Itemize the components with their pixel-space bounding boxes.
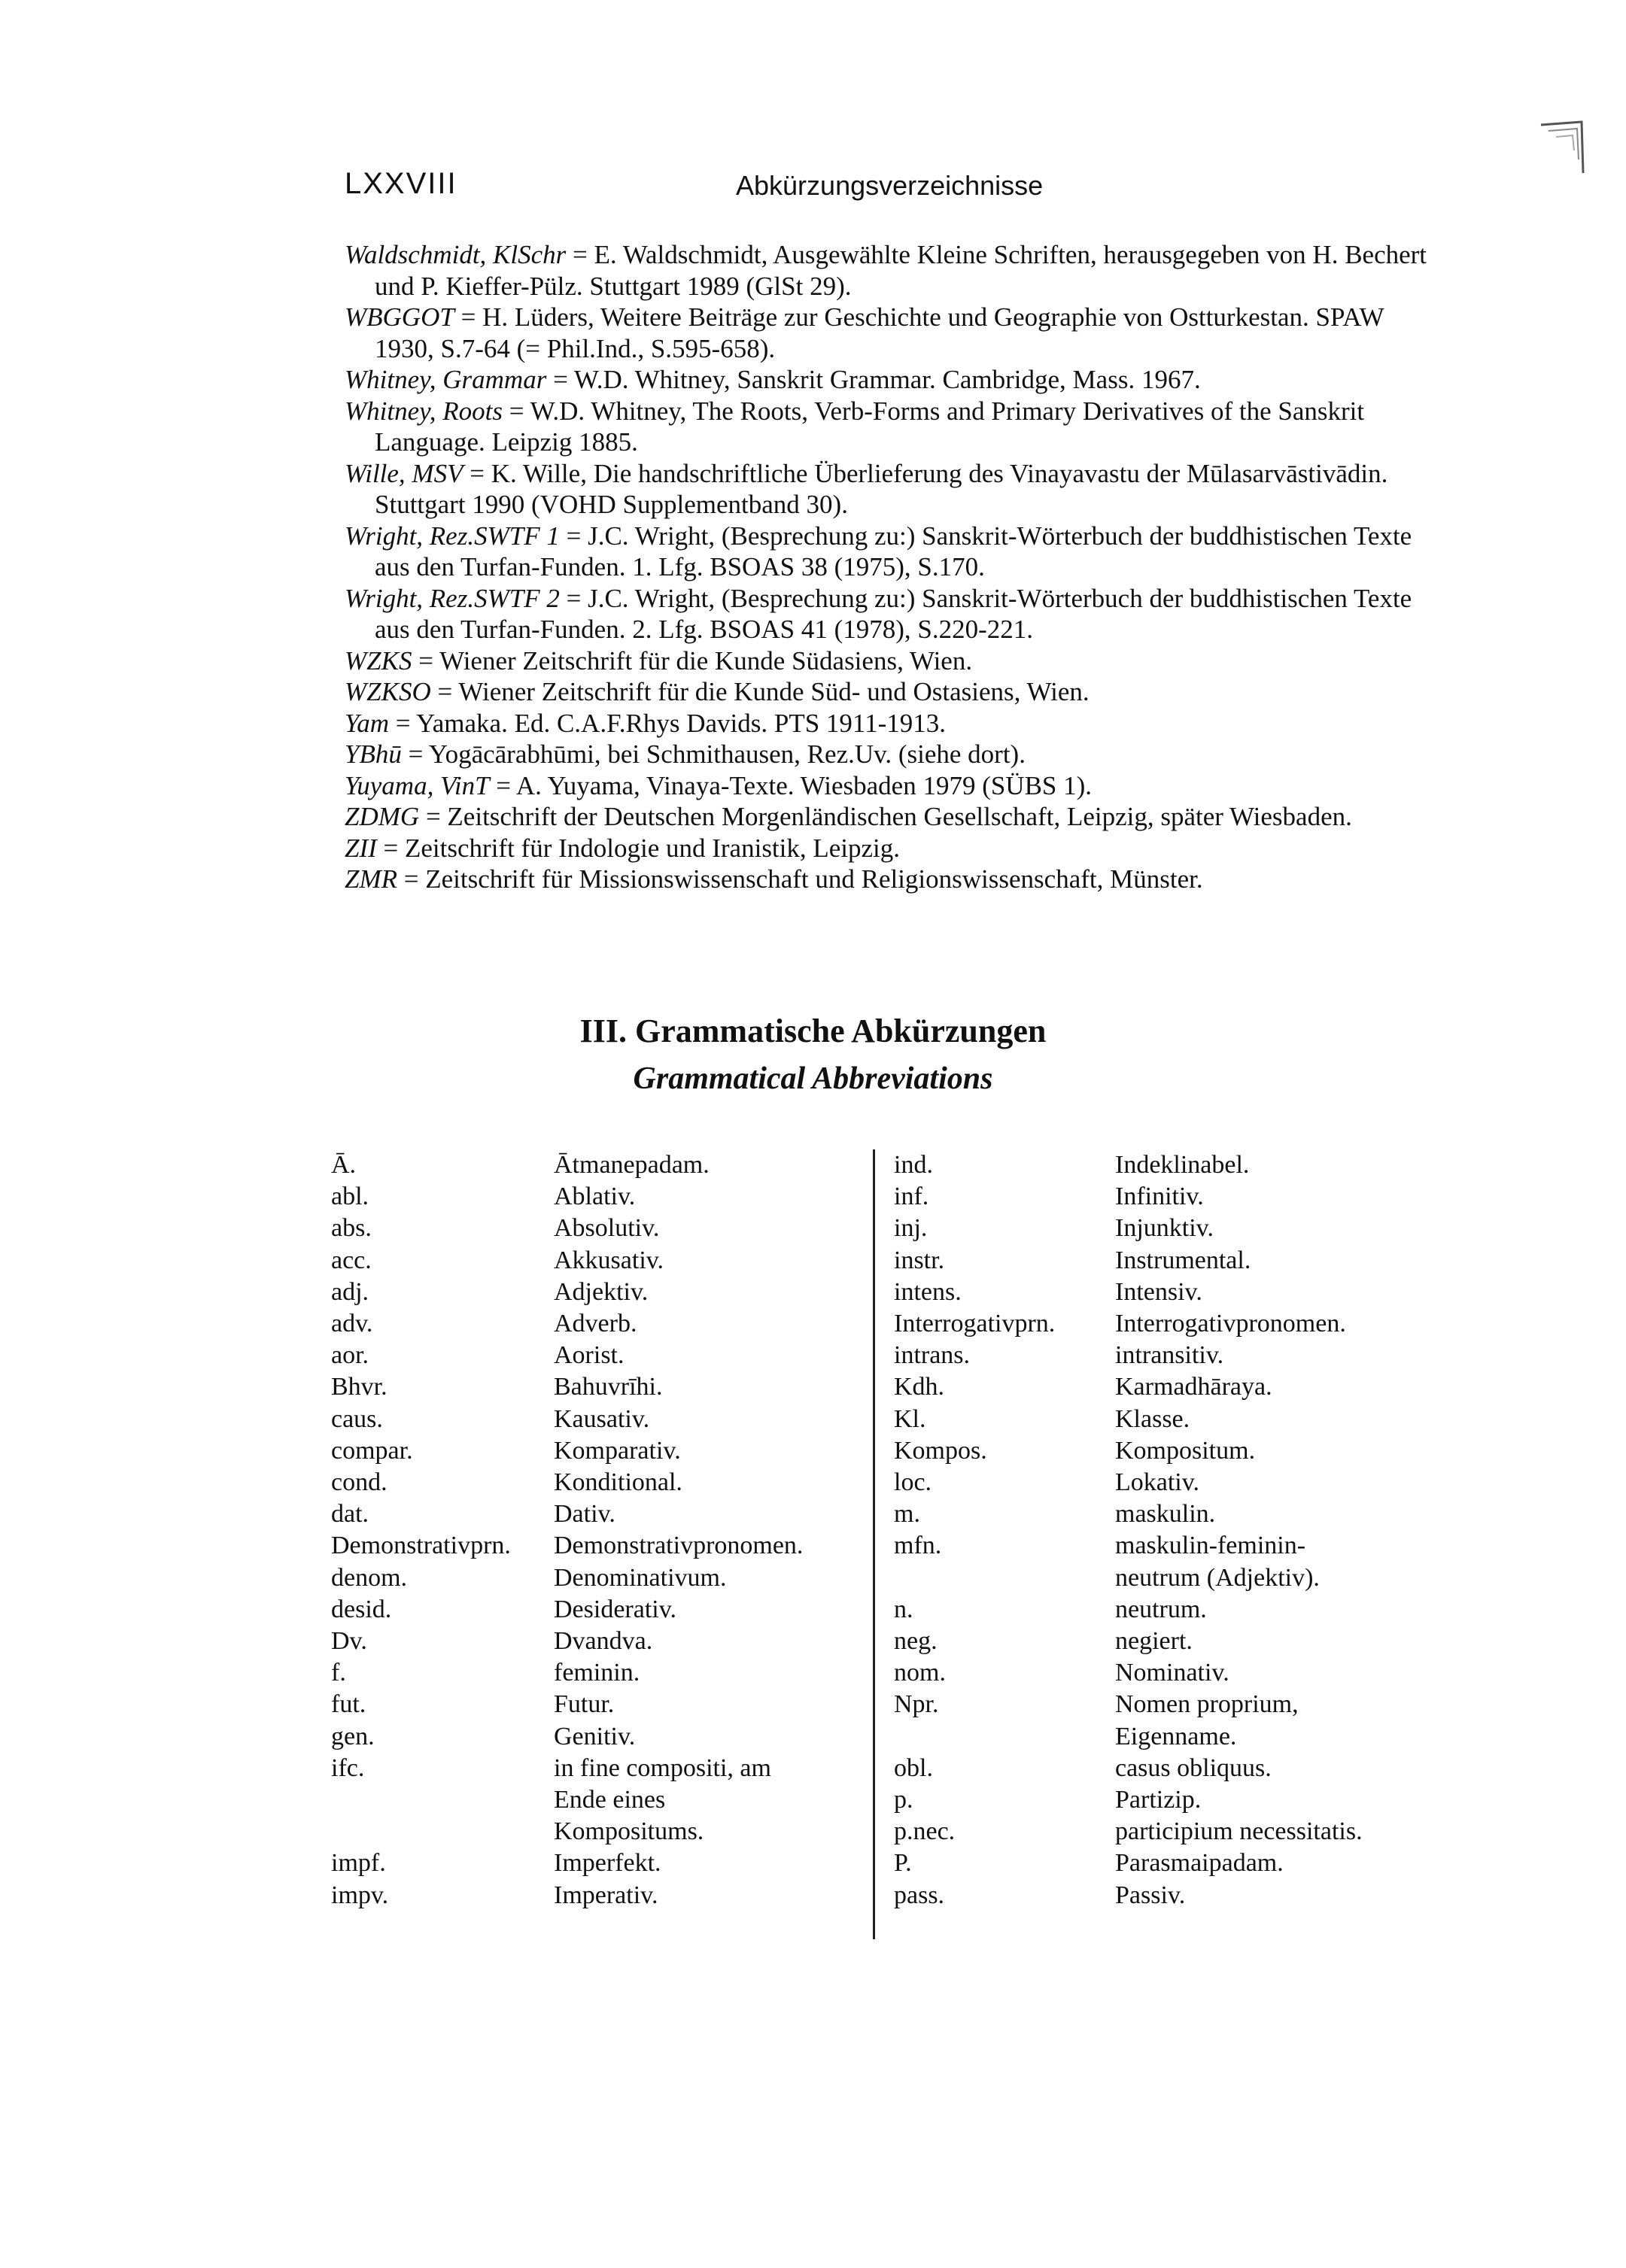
- bib-text: = A. Yuyama, Vinaya-Texte. Wiesbaden 1979 (SÜBS 1).: [489, 770, 1093, 800]
- bib-text: = W.D. Whitney, The Roots, Verb-Forms and Primary Derivatives of the Sanskrit Language. Leipzig 1885.: [375, 396, 1365, 457]
- bib-text: = Wiener Zeitschrift für die Kunde Süd- und Ostasiens, Wien.: [430, 677, 1090, 706]
- bib-entry: [345, 521, 1437, 583]
- bib-text: = Yogācārabhūmi, bei Schmithausen, Rez.Uv. (siehe dort).: [401, 739, 1026, 769]
- bib-entry: [345, 364, 1437, 396]
- abbreviation-expansion: Kausativ.: [554, 1404, 650, 1433]
- bib-text: = Wiener Zeitschrift für die Kunde Südasiens, Wien.: [412, 645, 973, 676]
- abbreviation: denom.: [331, 1563, 408, 1592]
- abbreviation-row: [894, 1847, 1571, 1879]
- bib-text: = J.C. Wright, (Besprechung zu:) Sanskrit-Wörterbuch der buddhistischen Texte aus den Turfan-Funden. 2. Lfg. BSOAS 41 (1978), S.220-221.: [375, 583, 1412, 644]
- abbreviation-row: [894, 1149, 1571, 1181]
- abbreviation-expansion: Adverb.: [554, 1310, 637, 1338]
- abbreviation: p.: [894, 1786, 913, 1814]
- abbreviation-expansion: feminin.: [554, 1659, 640, 1687]
- abbreviation-expansion: Aorist.: [554, 1341, 625, 1370]
- bib-key: ZMR: [345, 864, 397, 894]
- abbreviation: Kdh.: [894, 1373, 945, 1401]
- bib-text: = Zeitschrift für Missionswissenschaft und Religionswissenschaft, Münster.: [397, 864, 1203, 894]
- abbreviation: caus.: [331, 1404, 383, 1433]
- bib-entry: [345, 739, 1437, 770]
- abbreviation-expansion: Imperativ.: [554, 1881, 658, 1909]
- bib-key: WZKS: [345, 645, 412, 676]
- bib-text: = E. Waldschmidt, Ausgewählte Kleine Schriften, herausgegeben von H. Bechert und P. Kieffer-Pülz. Stuttgart 1989 (GlSt 29).: [375, 240, 1427, 301]
- bib-entry: [345, 708, 1437, 739]
- bib-entry: [345, 458, 1437, 521]
- abbreviation-expansion: Lokativ.: [1115, 1468, 1200, 1497]
- bib-entry: [345, 583, 1437, 645]
- abbreviation-expansion: negiert.: [1115, 1627, 1193, 1656]
- abbreviation: nom.: [894, 1659, 946, 1687]
- abbreviation-row: [894, 1816, 1571, 1847]
- abbreviation-row: [894, 1245, 1571, 1277]
- abbreviation-expansion: Akkusativ.: [554, 1246, 664, 1274]
- abbreviation-row: [894, 1308, 1571, 1340]
- abbreviation: Interrogativprn.: [894, 1310, 1056, 1338]
- bib-key: Whitney, Roots: [345, 396, 503, 426]
- abbreviation-expansion: Passiv.: [1115, 1881, 1186, 1909]
- abbreviation-expansion: in fine compositi, am Ende eines Kompositums.: [554, 1753, 771, 1846]
- abbreviation-expansion: Adjektiv.: [554, 1277, 649, 1306]
- abbreviation: Kompos.: [894, 1436, 987, 1465]
- abbreviation-expansion: maskulin.: [1115, 1500, 1216, 1529]
- bib-entry: [345, 302, 1437, 364]
- abbreviation: inj.: [894, 1214, 928, 1243]
- bib-key: WZKSO: [345, 677, 431, 706]
- running-head: [345, 167, 1438, 205]
- bib-entry: [345, 239, 1437, 302]
- abbreviation-expansion: Kompositum.: [1115, 1436, 1256, 1465]
- abbreviation: inf.: [894, 1183, 929, 1211]
- bib-entry: [345, 833, 1437, 864]
- bib-entry: [345, 801, 1437, 833]
- abbreviation-row: [894, 1689, 1571, 1752]
- abbreviation: Bhvr.: [331, 1373, 388, 1401]
- abbreviation-row: [894, 1467, 1571, 1498]
- abbreviation-expansion: Imperfekt.: [554, 1849, 661, 1878]
- bib-text: = H. Lüders, Weitere Beiträge zur Geschichte und Geographie von Ostturkestan. SPAW 1930, S.7-64 (= Phil.Ind., S.595-658).: [375, 302, 1384, 363]
- bib-key: Wright, Rez.SWTF 2: [345, 583, 560, 613]
- abbreviation: instr.: [894, 1246, 945, 1274]
- abbreviation-row: [894, 1340, 1571, 1371]
- bib-key: ZDMG: [345, 802, 420, 831]
- abbreviation-expansion: Nominativ.: [1115, 1659, 1229, 1687]
- abbreviation-expansion: maskulin-feminin-neutrum (Adjektiv).: [1115, 1532, 1320, 1592]
- abbreviation-row: [894, 1530, 1571, 1593]
- abbreviation: Ā.: [331, 1151, 357, 1179]
- abbreviation: impv.: [331, 1881, 389, 1909]
- abbreviation: impf.: [331, 1849, 386, 1878]
- abbreviation-expansion: Komparativ.: [554, 1436, 681, 1465]
- abbreviation-row: [894, 1277, 1571, 1308]
- abbreviation: desid.: [331, 1595, 392, 1623]
- abbreviation-expansion: intransitiv.: [1115, 1341, 1224, 1370]
- abbreviation-expansion: Indeklinabel.: [1115, 1151, 1250, 1179]
- abbreviation-expansion: Bahuvrīhi.: [554, 1373, 663, 1401]
- abbreviation: Npr.: [894, 1690, 939, 1719]
- abbreviation: m.: [894, 1500, 920, 1529]
- abbreviation-row: [894, 1181, 1571, 1213]
- bib-key: Wille, MSV: [345, 458, 463, 488]
- abbreviation: loc.: [894, 1468, 932, 1497]
- section-title: III. Grammatische Abkürzungen: [579, 1013, 1047, 1049]
- bib-entry: [345, 396, 1437, 458]
- abbreviation-expansion: Parasmaipadam.: [1115, 1849, 1284, 1878]
- bib-key: ZII: [345, 833, 377, 863]
- abbreviation-expansion: Ablativ.: [554, 1183, 636, 1211]
- abbreviation-expansion: Partizip.: [1115, 1786, 1202, 1814]
- abbreviation-row: [894, 1404, 1571, 1435]
- bib-text: = W.D. Whitney, Sanskrit Grammar. Cambridge, Mass. 1967.: [546, 365, 1201, 394]
- abbreviation-column-right: [894, 1149, 1571, 1911]
- abbreviation-expansion: Demonstrativpronomen.: [554, 1532, 804, 1560]
- abbreviation-expansion: participium necessitatis.: [1115, 1817, 1363, 1846]
- abbreviation: compar.: [331, 1436, 413, 1465]
- abbreviation: Dv.: [331, 1627, 367, 1656]
- abbreviation: intens.: [894, 1277, 962, 1306]
- abbreviation-table: [0, 1149, 1626, 1947]
- abbreviation-expansion: Injunktiv.: [1115, 1214, 1214, 1243]
- abbreviation-expansion: Karmadhāraya.: [1115, 1373, 1272, 1401]
- abbreviation-expansion: Klasse.: [1115, 1404, 1190, 1433]
- abbreviation-expansion: Intensiv.: [1115, 1277, 1202, 1306]
- abbreviation: Demonstrativprn.: [331, 1532, 511, 1560]
- abbreviation-expansion: Dvandva.: [554, 1627, 653, 1656]
- abbreviation-row: [894, 1753, 1571, 1784]
- abbreviation: n.: [894, 1595, 913, 1623]
- bib-key: YBhū: [345, 739, 402, 769]
- bib-key: Yam: [345, 708, 390, 738]
- bib-text: = Zeitschrift der Deutschen Morgenländischen Gesellschaft, Leipzig, später Wiesbaden.: [419, 802, 1352, 831]
- abbreviation-expansion: Konditional.: [554, 1468, 682, 1497]
- bib-key: Waldschmidt, KlSchr: [345, 240, 567, 269]
- abbreviation: adj.: [331, 1277, 369, 1306]
- abbreviation: intrans.: [894, 1341, 971, 1370]
- abbreviation: pass.: [894, 1881, 945, 1909]
- bib-entry: [345, 645, 1437, 677]
- bib-entry: [345, 676, 1437, 708]
- abbreviation-row: [894, 1784, 1571, 1816]
- abbreviation-expansion: Nomen proprium, Eigenname.: [1115, 1690, 1299, 1750]
- bib-text: = J.C. Wright, (Besprechung zu:) Sanskrit-Wörterbuch der buddhistischen Texte aus den Turfan-Funden. 1. Lfg. BSOAS 38 (1975), S.170.: [375, 521, 1412, 581]
- abbreviation-row: [894, 1880, 1571, 1911]
- abbreviation: acc.: [331, 1246, 372, 1274]
- abbreviation: abl.: [331, 1183, 369, 1211]
- abbreviation-row: [894, 1213, 1571, 1244]
- abbreviation-expansion: Desiderativ.: [554, 1595, 677, 1623]
- abbreviation-expansion: neutrum.: [1115, 1595, 1207, 1623]
- abbreviation-expansion: Interrogativpronomen.: [1115, 1310, 1346, 1338]
- bib-entry: [345, 864, 1437, 895]
- abbreviation-expansion: Ātmanepadam.: [554, 1151, 710, 1179]
- abbreviation-expansion: casus obliquus.: [1115, 1753, 1272, 1782]
- bib-key: Yuyama, VinT: [345, 770, 490, 800]
- bibliography-list: [345, 239, 1437, 895]
- abbreviation: p.nec.: [894, 1817, 956, 1846]
- abbreviation: abs.: [331, 1214, 372, 1243]
- abbreviation: gen.: [331, 1722, 375, 1750]
- abbreviation: Kl.: [894, 1404, 926, 1433]
- abbreviation: fut.: [331, 1690, 366, 1719]
- bib-text: = Zeitschrift für Indologie und Iranistik, Leipzig.: [376, 833, 901, 863]
- abbreviation: neg.: [894, 1627, 938, 1656]
- abbreviation-expansion: Genitiv.: [554, 1722, 636, 1750]
- abbreviation: cond.: [331, 1468, 388, 1497]
- abbreviation-row: [894, 1498, 1571, 1530]
- abbreviation-expansion: Instrumental.: [1115, 1246, 1251, 1274]
- abbreviation: f.: [331, 1659, 346, 1687]
- abbreviation-row: [894, 1657, 1571, 1689]
- abbreviation: ifc.: [331, 1753, 365, 1782]
- abbreviation: P.: [894, 1849, 912, 1878]
- abbreviation-expansion: Denominativum.: [554, 1563, 727, 1592]
- abbreviation-expansion: Absolutiv.: [554, 1214, 660, 1243]
- bib-text: = K. Wille, Die handschriftliche Überlieferung des Vinayavastu der Mūlasarvāstivādin. Stuttgart 1990 (VOHD Supplementband 30).: [375, 458, 1388, 519]
- abbreviation-row: [894, 1435, 1571, 1467]
- page-number: LXXVIII: [345, 167, 457, 200]
- bib-key: Wright, Rez.SWTF 1: [345, 521, 560, 551]
- page-corner-scan-mark: [1535, 120, 1588, 188]
- abbreviation: mfn.: [894, 1532, 942, 1560]
- bib-key: Whitney, Grammar: [345, 365, 547, 394]
- bib-key: WBGGOT: [345, 302, 454, 332]
- abbreviation-expansion: Dativ.: [554, 1500, 615, 1529]
- running-title: Abkürzungsverzeichnisse: [736, 170, 1044, 201]
- bib-text: = Yamaka. Ed. C.A.F.Rhys Davids. PTS 1911-1913.: [389, 708, 947, 738]
- abbreviation: obl.: [894, 1753, 933, 1782]
- abbreviation: dat.: [331, 1500, 369, 1529]
- section-subtitle: Grammatical Abbreviations: [633, 1061, 993, 1096]
- abbreviation-row: [894, 1371, 1571, 1403]
- abbreviation: aor.: [331, 1341, 369, 1370]
- abbreviation: ind.: [894, 1151, 933, 1179]
- abbreviation-row: [894, 1626, 1571, 1657]
- abbreviation-expansion: Infinitiv.: [1115, 1183, 1204, 1211]
- abbreviation-expansion: Futur.: [554, 1690, 615, 1719]
- bib-entry: [345, 770, 1437, 802]
- abbreviation-row: [894, 1594, 1571, 1626]
- abbreviation: adv.: [331, 1310, 373, 1338]
